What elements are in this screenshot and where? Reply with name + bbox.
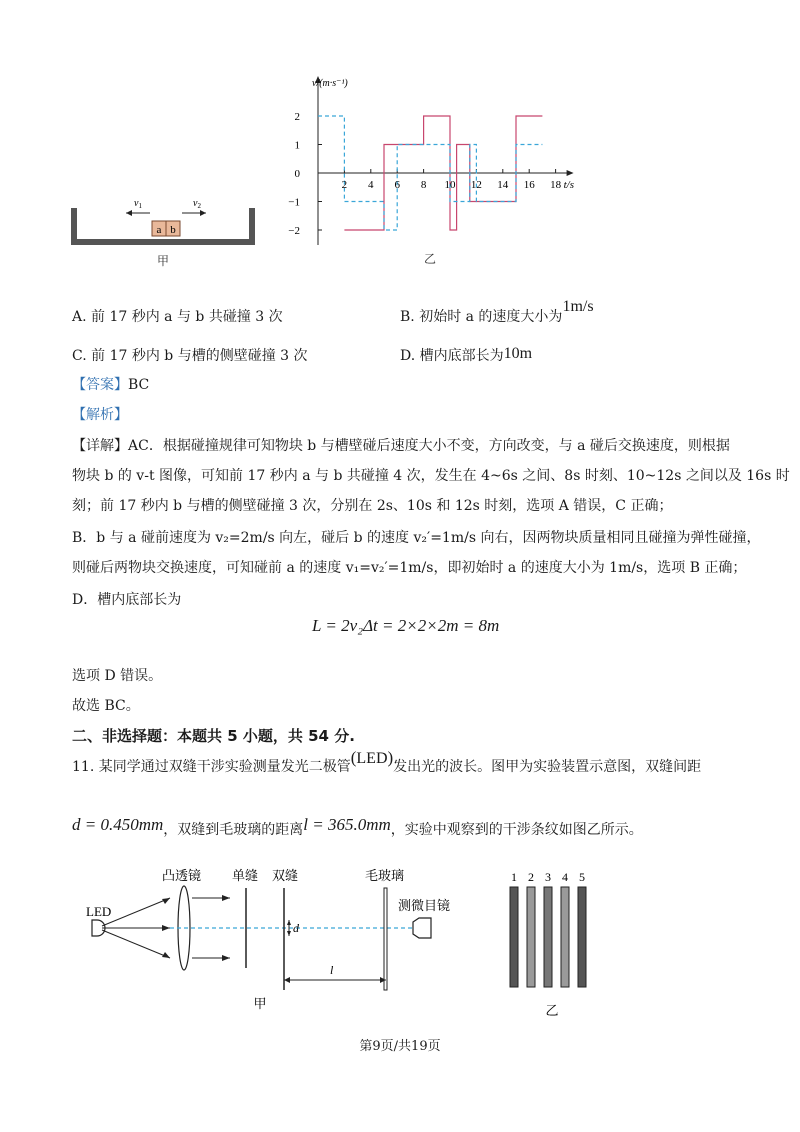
option-b-text: B. 初始时 a 的速度大小为	[400, 309, 563, 325]
double-slit-label: 双缝	[272, 868, 299, 883]
q11-led: LED	[356, 750, 388, 767]
fringe-number: 4	[562, 870, 568, 884]
answer-tag: 【答案】	[72, 377, 128, 393]
eyepiece	[413, 918, 431, 938]
single-slit-label: 单缝	[232, 868, 259, 883]
detail-line-7: 选项 D 错误。	[72, 668, 163, 684]
fringe-figure	[500, 865, 610, 1025]
fringe-bar	[578, 887, 586, 987]
eyepiece-label: 测微目镜	[398, 898, 450, 913]
q11-line-2	[72, 815, 643, 838]
x-tick-label: 4	[368, 179, 374, 191]
analysis-tag: 【解析】	[72, 407, 128, 423]
answer-value: BC	[128, 377, 150, 393]
detail-line-5: 则碰后两物块交换速度，可知碰前 a 的速度 v₁=v₂′=1m/s，即初始时 a 的速度大小为 1m/s，选项 B 正确；	[72, 560, 747, 576]
q11-part2: 发出光的波长。图甲为实验装置示意图，双缝间距	[393, 759, 702, 775]
screen-label: 毛玻璃	[365, 868, 405, 883]
x-axis-label: t/s	[563, 179, 575, 191]
q11-end: ，实验中观察到的干涉条纹如图乙所示。	[390, 822, 643, 838]
fringe-number: 5	[579, 870, 585, 884]
page-footer: 第9页/共19页	[359, 1039, 441, 1054]
q11-part1: 11. 某同学通过双缝干涉实验测量发光二极管	[72, 759, 351, 775]
detail-line-1: 【详解】AC．根据碰撞规律可知物块 b 与槽壁碰后速度大小不变，方向改变，与 a 碰后交换速度，则根据	[72, 438, 730, 454]
section-title: 二、非选择题：本题共 5 小题，共 54 分.	[72, 727, 355, 745]
x-tick-label: 2	[341, 179, 348, 191]
figure-caption-jia: 甲	[156, 254, 170, 268]
fringe-bar	[544, 887, 552, 987]
detail-line-8: 故选 BC。	[72, 698, 140, 714]
option-d-text: D. 槽内底部长为	[400, 348, 504, 364]
block-a-label: a	[156, 224, 162, 236]
x-tick-label: 14	[497, 179, 509, 191]
detail-line-6: D．槽内底部长为	[72, 592, 182, 608]
block-b-label: b	[170, 224, 176, 236]
answer-row	[72, 374, 149, 394]
detail-line-4: B．b 与 a 碰前速度为 v₂=2m/s 向左，碰后 b 的速度 v₂′=1m/s 向右，因两物块质量相同且碰撞为弹性碰撞，	[72, 530, 761, 546]
y-tick-label: 0	[294, 168, 300, 180]
y-tick-label: 1	[294, 139, 300, 152]
option-b-value: 1m/s	[562, 298, 594, 315]
detail-formula: L = 2v₂Δt = 2×2×2m = 8m	[312, 616, 500, 635]
fringe-bar	[561, 887, 569, 987]
l-label: l	[330, 963, 334, 977]
fringe-number: 1	[511, 870, 517, 884]
detail-line-2: 物块 b 的 v-t 图像，可知前 17 秒内 a 与 b 共碰撞 4 次，发生在 4~6s 之间、8s 时刻、10~12s 之间以及 16s 时	[72, 468, 790, 484]
option-a: A. 前 17 秒内 a 与 b 共碰撞 3 次	[72, 309, 283, 325]
led-label: LED	[86, 904, 112, 919]
lens-label: 凸透镜	[162, 868, 202, 883]
fringe-number: 3	[545, 870, 551, 884]
y-tick-label: −1	[288, 196, 300, 209]
v1-label: $v_1$	[134, 198, 142, 210]
fringe-bar	[527, 887, 535, 987]
q11-l-formula: l = 365.0mm	[303, 815, 391, 834]
detail-line-3: 刻；前 17 秒内 b 与槽的侧壁碰撞 3 次，分别在 2s、10s 和 12s 时刻，选项 A 错误，C 正确；	[72, 498, 673, 514]
option-d	[400, 345, 532, 365]
option-b	[400, 298, 594, 326]
frosted-glass	[384, 888, 387, 990]
x-tick-label: 12	[470, 179, 482, 191]
fringe-number: 2	[528, 870, 534, 884]
y-tick-label: −2	[288, 225, 300, 237]
x-tick-label: 8	[420, 179, 427, 191]
vt-chart	[280, 70, 580, 270]
x-tick-label: 18	[550, 179, 562, 191]
v2-label: $v_2$	[193, 198, 201, 210]
option-c: C. 前 17 秒内 b 与槽的侧壁碰撞 3 次	[72, 348, 308, 364]
x-axis-arrow	[567, 170, 574, 176]
fringe-caption: 乙	[545, 1003, 559, 1018]
q11-line-1: 11. 某同学通过双缝干涉实验测量发光二极管(LED)发出光的波长。图甲为实验装置示意图，双缝间距	[72, 748, 702, 775]
option-d-value: 10m	[503, 345, 533, 362]
y-axis-label: v/(m·s⁻¹)	[312, 78, 348, 89]
apparatus-caption: 甲	[253, 996, 267, 1011]
x-tick-label: 16	[523, 179, 535, 191]
fringe-bar	[510, 887, 518, 987]
q11-d-formula: d = 0.450mm	[72, 815, 164, 834]
x-tick-label: 6	[394, 179, 400, 191]
trough-figure	[60, 190, 270, 275]
chart-caption: 乙	[423, 252, 437, 266]
q11-middle: ，双缝到毛玻璃的距离	[163, 822, 304, 838]
d-label: d	[293, 921, 299, 935]
apparatus-figure	[80, 858, 450, 1018]
x-tick-label: 10	[444, 179, 456, 191]
y-tick-label: 2	[294, 111, 300, 123]
